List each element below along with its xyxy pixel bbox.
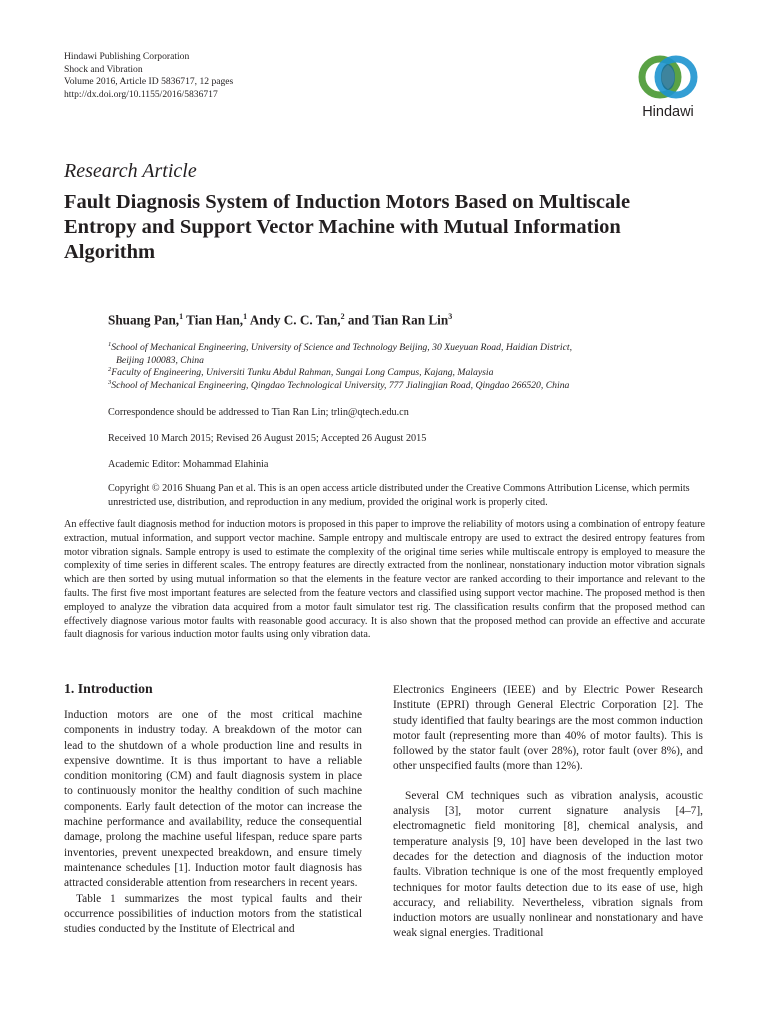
author-list bbox=[108, 312, 452, 328]
correspondence: Correspondence should be addressed to Tian Ran Lin; trlin@qtech.edu.cn bbox=[108, 407, 409, 418]
affil-text: School of Mechanical Engineering, University of Science and Technology Beijing, 30 Xueyuan Road, Haidian District, bbox=[111, 342, 573, 354]
author-affil-mark: 1 bbox=[179, 312, 184, 321]
abstract: An effective fault diagnosis method for induction motors is proposed in this paper to improve the reliability of motors using a combination of entropy feature extraction, mutual information, and support vector machine. Sample entropy and multiscale entropy are used to extract the desired entropy features from motor vibration signals. Sample entropy is used to estimate the complexity of the original time series while multiscale entropy is employed to measure the complexity of time series in different scales. The entropy features are directly extracted from the nonlinear, nonstationary induction motor vibration signals which are then sorted by using mutual information so that the elements in the feature vector are ranked according to their importance and relevant to the faults. The first five most important features are selected from the feature vectors and classified using support vector machine. The proposed method is then employed to analyze the vibration data acquired from a motor fault simulator test rig. The classification results confirm that the proposed method can effectively diagnose various motor faults with reasonable good accuracy. It is also shown that the proposed method can provide an effective and accurate fault diagnosis for various induction motor faults using only vibration data. bbox=[64, 519, 705, 641]
doi-link[interactable]: http://dx.doi.org/10.1155/2016/5836717 bbox=[64, 88, 218, 100]
author-name: Tian Han, bbox=[186, 312, 244, 328]
journal-name: Shock and Vibration bbox=[64, 63, 143, 75]
copyright: Copyright © 2016 Shuang Pan et al. This is an open access article distributed under the Creative Commons Attribution License, which permits unrestricted use, distribution, and reproduction in any medium, provided the original work is properly cited. bbox=[108, 483, 690, 508]
affil-mark: 2 bbox=[108, 366, 112, 373]
author-name: and Tian Ran Lin bbox=[347, 312, 449, 328]
column-right bbox=[393, 683, 703, 942]
dates: Received 10 March 2015; Revised 26 August 2015; Accepted 26 August 2015 bbox=[108, 433, 427, 444]
affiliation-3 bbox=[108, 377, 708, 393]
logo-wordmark: Hindawi bbox=[642, 104, 694, 120]
volume-line: Volume 2016, Article ID 5836717, 12 pages bbox=[64, 76, 234, 88]
author-name: Andy C. C. Tan, bbox=[249, 312, 341, 328]
affil-text: Faculty of Engineering, Universiti Tunku Abdul Rahman, Sungai Long Campus, Kajang, Malaysia bbox=[111, 367, 494, 379]
affil-text: School of Mechanical Engineering, Qingdao Technological University, 777 Jialingjian Road, Qingdao 266520, China bbox=[111, 380, 570, 392]
author-affil-mark: 2 bbox=[340, 312, 345, 321]
affil-mark: 1 bbox=[108, 341, 112, 348]
author-affil-mark: 3 bbox=[448, 312, 453, 321]
section-heading: 1. Introduction bbox=[64, 681, 153, 696]
paper-title: Fault Diagnosis System of Induction Motors Based on Multiscale Entropy and Support Vector Machine with Mutual Information Algorithm bbox=[64, 191, 631, 263]
author-name: Shuang Pan, bbox=[108, 312, 180, 328]
author-affil-mark: 1 bbox=[243, 312, 248, 321]
affil-text-cont: Beijing 100083, China bbox=[116, 354, 204, 366]
publisher-line: Hindawi Publishing Corporation bbox=[64, 51, 190, 62]
paragraph: Induction motors are one of the most critical machine components in industry today. A breakdown of the motor can lead to the shutdown of a whole production line and results in expensive downtime. It is thus important to have a reliable condition monitoring (CM) and fault diagnosis system in place to continuously monitor the healthy condition of such machine components. Early fault detection of the motor can increase the machine performance and availability, reduce the consequential damage, prolong the machine useful lifespan, reduce spare parts inventories, prevent unexpected breakdown, and ensure timely maintenance schedules [1]. Induction motor fault diagnosis has attracted considerable attention from researchers in recent years. bbox=[64, 709, 362, 890]
journal-header bbox=[64, 51, 233, 101]
paragraph: Electronics Engineers (IEEE) and by Electric Power Research Institute (EPRI) through General Electric Corporation [2]. The study identified that faulty bearings are the most common induction motor fault (representing more than 40% of motor faults). This is followed by the stator fault (over 28%), rotor fault (over 8%), and other unspecified faults (more than 12%). bbox=[393, 684, 703, 773]
paragraph: Several CM techniques such as vibration analysis, acoustic analysis [3], motor current signature analysis [4–7], electromagnetic field monitoring [8], chemical analysis, and temperature analysis [9, 10] have been developed in the last two decades for the detection and diagnosis of the induction motor faults. Vibration technique is one of the most frequently employed techniques for motor faults detection due to its ease of use, high accuracy, and reliability. Nevertheless, vibration signals from induction motors are usually nonlinear and nonstationary and have weak signal energies. Traditional bbox=[393, 789, 703, 940]
paragraph: Table 1 summarizes the most typical faults and their occurrence possibilities of induction motors from the statistical studies conducted by the Institute of Electrical and bbox=[64, 892, 362, 936]
column-left bbox=[64, 708, 362, 937]
hindawi-rings-icon bbox=[634, 52, 702, 102]
article-type: Research Article bbox=[64, 160, 197, 182]
academic-editor: Academic Editor: Mohammad Elahinia bbox=[108, 459, 269, 470]
affiliation-1 bbox=[108, 339, 708, 367]
affil-mark: 3 bbox=[108, 379, 112, 386]
hindawi-logo bbox=[624, 52, 712, 122]
